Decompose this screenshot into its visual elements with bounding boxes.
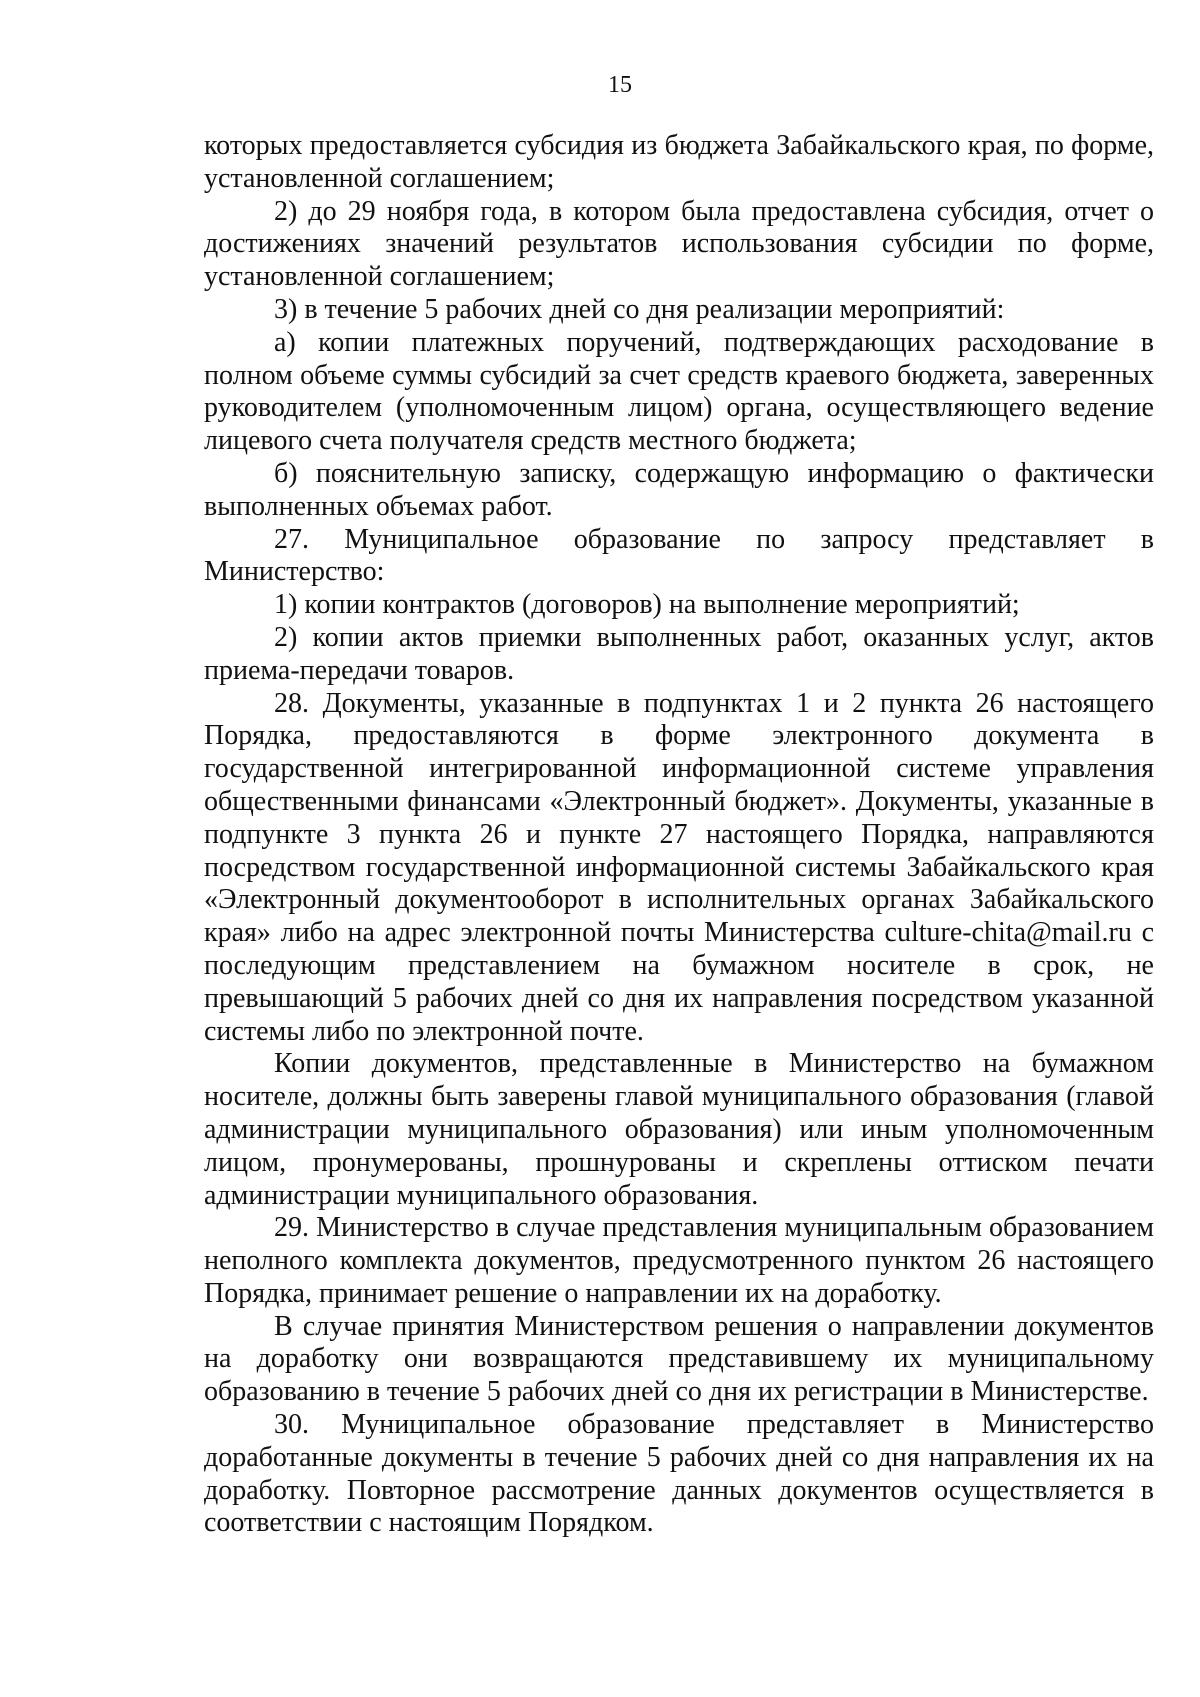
page-number: 15 — [608, 72, 632, 98]
paragraph-return-for-revision: В случае принятия Министерством решения о направлении документов на доработку они возвращаются представившему их муниципальному образованию в течение 5 рабочих дней со дня их регистрации в Министерстве. — [204, 1310, 1154, 1408]
paragraph-clause-28: 28. Документы, указанные в подпунктах 1 и 2 пункта 26 настоящего Порядка, предоставляются в форме электронного документа в государственной интегрированной информационной системе управления общественными финансами «Электронный бюджет». Документы, указанные в подпункте 3 пункта 26 и пункте 27 настоящего Порядка, направляются посредством государственной информационной системы Забайкальского края «Электронный документооборот в исполнительных органах Забайкальского края» либо на адрес электронной почты Министерства culture-chita@mail.ru с последующим представлением на бумажном носителе в срок, не превышающий 5 рабочих дней со дня их направления посредством указанной системы либо по электронной почте. — [204, 687, 1154, 1047]
paragraph-clause-29: 29. Министерство в случае представления муниципальным образованием неполного комплекта документов, предусмотренного пунктом 26 настоящего Порядка, принимает решение о направлении их на доработку. — [204, 1212, 1154, 1309]
paragraph-item-3: 3) в течение 5 рабочих дней со дня реализации мероприятий: — [274, 293, 1005, 325]
paragraph-clause-30: 30. Муниципальное образование представляет в Министерство доработанные документы в течение 5 рабочих дней со дня направления их на доработку. Повторное рассмотрение данных документов осуществляется в соответствии с настоящим Порядком. — [204, 1409, 1154, 1539]
paragraph-continuation: которых предоставляется субсидия из бюджета Забайкальского края, по форме, установленной соглашением; — [204, 130, 1154, 194]
paragraph-item-3b: б) пояснительную записку, содержащую информацию о фактически выполненных объемах работ. — [204, 457, 1154, 522]
paragraph-clause-27-item-2: 2) копии актов приемки выполненных работ, оказанных услуг, актов приема-передачи товаров. — [204, 621, 1154, 686]
document-body — [204, 130, 1154, 1540]
paragraph-clause-27: 27. Муниципальное образование по запросу представляет в Министерство: — [204, 523, 1154, 588]
paragraph-item-3a: а) копии платежных поручений, подтверждающих расходование в полном объеме суммы субсидий за счет средств краевого бюджета, заверенных руководителем (уполномоченным лицом) органа, осуществляющего ведение лицевого счета получателя средств местного бюджета; — [204, 326, 1154, 457]
paragraph-clause-27-item-1: 1) копии контрактов (договоров) на выполнение мероприятий; — [274, 589, 1020, 621]
paragraph-item-2: 2) до 29 ноября года, в котором была предоставлена субсидия, отчет о достижениях значений результатов использования субсидии по форме, установленной соглашением; — [204, 195, 1154, 293]
paragraph-copies-certification: Копии документов, представленные в Министерство на бумажном носителе, должны быть заверены главой муниципального образования (главой администрации муниципального образования) или иным уполномоченным лицом, пронумерованы, прошнурованы и скреплены оттиском печати администрации муниципального образования. — [204, 1048, 1154, 1211]
